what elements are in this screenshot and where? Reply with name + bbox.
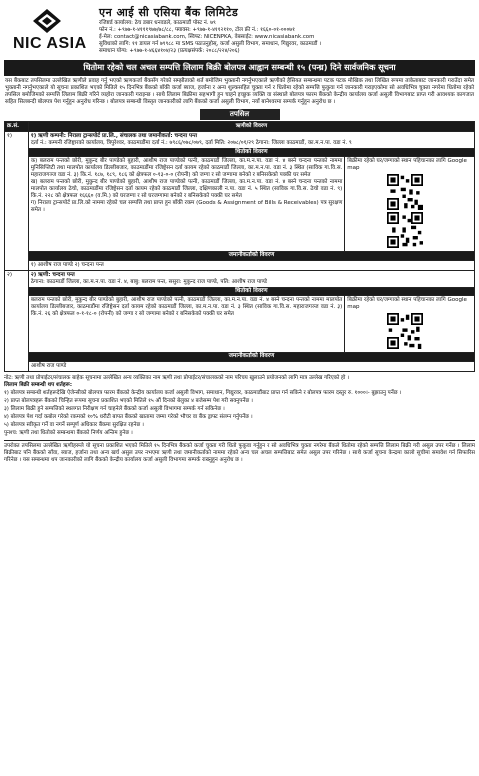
borrower-2 xyxy=(28,270,474,287)
table-header-row xyxy=(5,121,475,131)
bank-logo xyxy=(12,8,87,54)
table-row xyxy=(5,157,475,252)
borrower-1-name: १) ऋणी कम्पनी: निराला ट्रान्सपोर्ट प्रा.लि., संचालक तथा जमानीकर्ता: चन्दना पन्त xyxy=(30,132,197,139)
table-row xyxy=(5,260,475,270)
collateral-2-text: बलराम पन्तको छोरी, मुकुन्द बीर पाण्डेको बुहारी, आशीष राज पाण्डेको पत्नी, काठमाडौं जिल्ला, का.म.न.पा. वडा नं. ४ बस्ने चन्दना पन्तको नाममा मालपोत कार्यालय डिल्लीबजार, काठमाडौंमा रजिष्ट्रेसन दर्ता कायम रहेको काठमाडौं जिल्ला, का.म.न.पा. वडा नं. ३ स्थित (साविक गा.वि.स. महाराजगञ्ज वडा नं. ३) कि.नं. २६ को क्षेत्रफल ०-१-१८-० (रोपनी) को जग्गा र सो जग्गामा बनेको र बनिसकेको पक्की घर समेत xyxy=(28,296,344,353)
bank-email: ई-मेल: contact@nicasiabank.com, स्विफ्ट: NICENPKA, वेबसाईट: www.nicasiabank.com xyxy=(99,33,315,40)
notice-title: धितोमा रहेको चल अचल सम्पत्ति लिलाम बिक्री बोलपत्र आह्वान सम्बन्धी १५ (पन्ध्र) दिने सार्वजनिक सूचना xyxy=(4,60,475,76)
collateral-1a: क) बलराम पन्तको छोरी, मुकुन्द बीर पाण्डेको बुहारी, आशीष राज पाण्डेको पत्नी, काठमाडौं जिल्ला, का.म.न.पा. वडा नं. ४ बस्ने चन्दना पन्तको नाममा मुनिसिप्लिटी तथा मालपोत कार्यालय डिल्लीबजार, काठमाडौंमा रजिष्ट्रेसन दर्ता कायम रहेको काठमाडौं जिल्ला, का.म.न.पा. वडा नं. ३ स्थित (साविक गा.वि.स. महाराजगञ्ज वडा नं. ३) कि.नं. १८७, १८९, १८६ को क्षेत्रफल ०-१३-०-० (रोपनी) को जग्गा र सो जग्गामा बनेको र बनिसकेको पक्की घर समेत xyxy=(30,158,343,179)
notes-section xyxy=(4,375,475,437)
logo-text: NIC ASIA xyxy=(13,35,87,52)
table-row xyxy=(5,252,475,260)
map-label-2: बिक्रीमा रहेको घर/जग्गाको स्थान पहिचानका लागि Google map xyxy=(347,297,467,311)
footer-paragraph: उपरोक्त तपसिलमा उल्लेखित ऋणीहरूले यो सूचना प्रकाशित भएको मितिले १५ दिनभित्र बैंकको कर्जा चुक्ता गरी धितो फुकुवा गर्नुहुन र सो अवधिभित्र चुक्ता नगरेमा बैंकले धितोमा रहेको सम्पत्ति लिलाम बिक्री गरी असुल उपर गर्नेछ । लिलाम बिक्रीबाट पनि बैंकको साँवा, ब्याज, हर्जाना तथा अन्य खर्च असुल उपर नभएमा ऋणी तथा जमानीकर्ताको नाममा रहेको अन्य चल अचल सम्पत्तिबाट समेत असुल उपर गरिनेछ । साथै कर्जा सूचना केन्द्रमा कालो सूचीमा समावेश गर्न सिफारिस गरिनेछ । यस सम्बन्धमा थप जानकारीको लागि बैंकको केन्द्रीय कार्यालय कर्जा असुली विभागमा सम्पर्क राख्नुहुन अनुरोध छ । xyxy=(4,442,475,463)
collateral-1b: ख) बलराम पन्तको छोरी, मुकुन्द बीर पाण्डेको बुहारी, आशीष राज पाण्डेको पत्नी, काठमाडौं जिल्ला, का.म.न.पा. वडा नं. ४ बस्ने चन्दना पन्तको नाममा मालपोत कार्यालय ठेचो, काठमाडौंमा रजिष्ट्रेसन दर्ता कायम रहेको काठमाडौं जिल्ला, दक्षिणकाली न.पा. वडा नं. ५ स्थित (साविक गा.वि.स. ठेचो वडा नं. ९) कि.नं. २२८ को क्षेत्रफल १६६६० (व.मि.) को घरजग्गा र सो घरजग्गामा बनेको र बनिसकेको पक्की घर समेत xyxy=(30,179,343,200)
col-sn-header: क्र.सं. xyxy=(5,121,29,131)
borrower-2-name: २) ऋणी: चन्दना पन्त xyxy=(30,271,75,278)
table-row xyxy=(5,361,475,371)
borrower-1-reg: दर्ता नं.: कम्पनी रजिष्ट्रारको कार्यालय, त्रिपुरेश्वर, काठमाडौंमा दर्ता नं.: ७९८६/०७८/०७९, दर्ता मिति: २०७८/०१/२९ ठेगाना: जिल्ला काठमाडौं, का.म.न.पा. वडा नं. ९ xyxy=(30,139,352,146)
table-row xyxy=(5,296,475,353)
logo-mark-icon xyxy=(32,8,62,34)
note-item: २) प्राप्त बोलपत्रहरू बैंकको चिन्हित रूपमा सूचना प्रकाशित भएको मितिले १५ औं दिनको बेलुका ४ बजेसम्म पेश गरी सक्नुपर्नेछ । xyxy=(4,398,253,405)
qr-code-icon[interactable] xyxy=(387,174,423,210)
tapsil-label: तपसिल xyxy=(200,109,280,120)
qr-code-icon[interactable] xyxy=(387,212,423,248)
bank-name: एन आई सी एसिया बैंक लिमिटेड xyxy=(99,6,239,19)
note-extra: पुनश्च: ऋणी तथा धितोको सम्बन्धमा बैंकको निर्णय अन्तिम हुनेछ । xyxy=(4,429,133,436)
guarantor-header-2: जमानीकर्ताको विवरण xyxy=(28,353,474,361)
note-item: नोट: ऋणी तथा प्रोपाईटर/संचालक बाहेक सूचनामा उल्लेखित अन्य व्यक्तिका नाम ऋणी तथा प्रोपाईटर/संचालकको नाम परिचय खुलाउने प्रयोजनको लागि मात्र उल्लेख गरिएको हो । xyxy=(4,374,350,381)
map-cell-1 xyxy=(345,157,475,252)
divider xyxy=(4,440,475,441)
collateral-1c: ग) निराला ट्रान्सपोर्ट प्रा.लि.को नाममा रहेको चल सम्पत्ति तथा प्राप्त हुन बाँकी रकम (Goods & Assignment of Bills & Receivables) पत्र सुरक्षण समेत । xyxy=(30,200,343,214)
bank-address: रजिष्टर्ड कार्यालय: ठेच डबार धनवडले, काठमाडौं पोस्ट नं. ७९ xyxy=(99,20,216,27)
note-item: ५) बोलपत्र स्वीकृत गर्ने वा नगर्ने सम्पूर्ण अधिकार बैंकमा सुरक्षित रहनेछ । xyxy=(4,421,144,428)
qr-code-icon[interactable] xyxy=(387,313,423,349)
collateral-header-2: धितोको विवरण xyxy=(28,287,474,295)
guarantor-2: आशीष राज पाण्डे xyxy=(28,361,474,371)
col-main-header: ऋणीको विवरण xyxy=(28,121,474,131)
guarantor-1: १) आशीष राज पाण्डे २) चन्दना पन्त xyxy=(28,260,474,270)
map-cell-2 xyxy=(345,296,475,353)
row-sn-1: १) xyxy=(5,131,29,270)
collateral-header-1: धितोको विवरण xyxy=(28,148,474,156)
row-sn-2: २) xyxy=(5,270,29,371)
notice-page xyxy=(4,4,475,768)
map-label-1: बिक्रीमा रहेको घर/जग्गाको स्थान पहिचानका लागि Google map xyxy=(347,158,467,172)
table-row xyxy=(5,131,475,148)
note-item: ४) बोलपत्र पेश गर्दा कबोल गरेको रकमको १०% धरौटी बापत बैंकको खातामा जम्मा गरेको भौचर वा बैंक ड्राफ्ट संलग्न गर्नुपर्नेछ । xyxy=(4,414,253,421)
intro-paragraph: यस बैंकबाट तपसिलमा उल्लेखित ऋणीले प्रवाह गर्नु भएको ऋणकर्जा बैंकसँग गरेको सम्झौताको शर्त बमोजिम भुक्तानी नगर्नुभएकाले ऋणीको हैसियत सम्बन्धमा पटक पटक मौखिक तथा लिखित रूपमा ताकेताबाट जानकारी गराउँदा समेत भुक्तानी नगर्नुभएकाले यो सूचना प्रकाशित भएको मितिले १५ दिनभित्र बैंकको बाँकी कर्जा ब्याज, हर्जाना र अन्य शुल्कसहित चुक्ता गर्न र धितोमा रहेको सम्पत्ति फुकुवा गर्न जानकारी गराइएकोमा सो अवधिभित्र चुक्ता नगरेमा धितोमा रहेको तपसिल बमोजिमको सम्पत्ति लिलाम बिक्री गरिने व्यहोरा जानकारी गराइन्छ । साथै लिलाम बिक्रीमा सहभागी हुन चाहने इच्छुक व्यक्ति वा संस्थाले बोलपत्र फारम बैंकको केन्द्रीय कार्यालय कर्जा असुली विभागबाट प्राप्त गरी आवश्यक कागजात सहित सिलबन्दी बोलपत्र पेश गर्नुहुन अनुरोध गरिन्छ । बोलपत्र सम्बन्धी विस्तृत जानकारीको लागि बैंकको कर्जा असुली विभाग, नयाँ बानेश्वरमा सम्पर्क गर्नुहुन अनुरोध छ । xyxy=(5,77,474,105)
note-item: ३) लिलाम बिक्री हुने सम्पत्तिको स्थलगत निरीक्षण गर्न चाहनेले बैंकको कर्जा असुली विभागमा सम्पर्क गर्न सकिनेछ । xyxy=(4,406,225,413)
note-item: १) बोलपत्र सम्बन्धी शर्तहरूदेखि ऐजेन्सीको बोलपत्र फारम बैंकको केन्द्रीय कार्यालय कर्जा असुली विभाग, समाधान, गिद्युरवर, काठमाडौंबाट प्राप्त गर्न सकिने र बोलपत्र फारम दस्तुर रु. १०००।- बुझाउनु पर्नेछ । xyxy=(4,390,402,397)
details-table xyxy=(4,121,475,372)
table-row xyxy=(5,287,475,295)
table-row xyxy=(5,270,475,287)
bank-phone: फोन नं.: +९७७-१-४१११९७७/७८/८८, फ्याक्स: +९७७-१-४११२११०, टोल फ्री नं.: १६६०-०१-०००७१ xyxy=(99,26,295,33)
collateral-1-text xyxy=(28,157,344,252)
borrower-1 xyxy=(28,131,474,148)
header xyxy=(4,4,475,59)
borrower-2-address: ठेगाना: काठमाडौं जिल्ला, का.म.न.पा. वडा नं. ४, बाबु: बलराम पन्त, ससुरा: मुकुन्द राज पाण्डे, पति: आशीष राज पाण्डे xyxy=(30,278,267,285)
bank-info xyxy=(99,6,469,55)
table-row xyxy=(5,148,475,156)
guarantor-header-1: जमानीकर्ताको विवरण xyxy=(28,252,474,260)
bank-contact: समाधान योग्य: +९७७-१-४६६४१०४/२३ (प्रत्यक्षसंपर्क: २०८८/२२४/२०६) xyxy=(99,47,240,54)
table-row xyxy=(5,353,475,361)
bank-sms: सुविधाको लागि: ११ डायल गर्न ७९९८८ मा SMS पठाउनुहोस्, कर्जा असुली विभाग, समाधान, गिद्युरवर, काठमाडौं । xyxy=(99,40,322,47)
note-item: लिलाम बिक्री सम्बन्धी थप शर्तहरू: xyxy=(4,382,72,389)
